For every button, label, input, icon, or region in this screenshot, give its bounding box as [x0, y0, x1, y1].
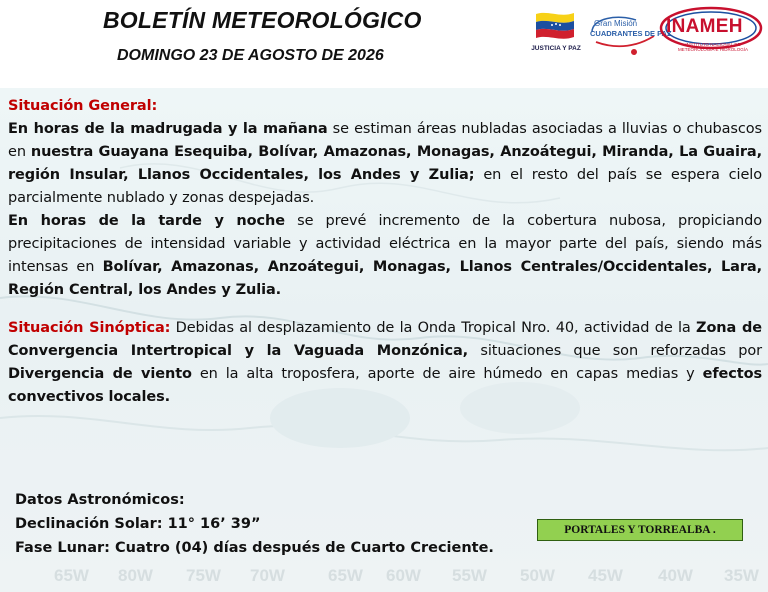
text-bold: Zona de Convergencia Intertropical y la Vaguada Monzónica,: [8, 320, 762, 359]
cuadrantes-de-paz-logo: [588, 12, 672, 62]
text-bold: efectos convectivos locales.: [8, 366, 762, 405]
justicia-paz-logo: [530, 8, 580, 60]
header: [0, 0, 768, 88]
lon-label: 45W: [588, 566, 623, 585]
astronomical-data: [15, 488, 494, 560]
authors-signature-box: PORTALES Y TORREALBA .: [537, 519, 743, 541]
bulletin-body: [8, 95, 762, 409]
mision-line1: Gran Misión: [594, 19, 638, 28]
lon-label: 55W: [452, 566, 487, 585]
inameh-brand: INAMEH: [666, 16, 743, 37]
text: se estiman áreas nubladas asociadas a lluvias o chubascos en: [8, 121, 762, 160]
moon-phase: Fase Lunar: Cuatro (04) días después de Cuarto Creciente.: [15, 540, 494, 556]
text-bold: nuestra Guayana Esequiba, Bolívar, Amazonas, Monagas, Anzoátegui, Miranda, La Guaira, región Insular, Llanos Occidentales, los Andes y Zulia;: [8, 144, 762, 183]
lon-label: 50W: [520, 566, 555, 585]
inameh-logo: [658, 6, 764, 54]
lon-label: 80W: [118, 566, 153, 585]
text-bold: Bolívar, Amazonas, Anzoátegui, Monagas, Llanos Centrales/Occidentales, Lara, Región Central, los Andes y Zulia.: [8, 259, 762, 298]
text: Debidas al desplazamiento de la Onda Tropical Nro. 40, actividad de la: [170, 320, 697, 336]
synoptic-heading: Situación Sinóptica:: [8, 320, 171, 336]
general-paragraph-1: [8, 118, 762, 210]
general-heading: Situación General:: [8, 98, 158, 114]
lon-label: 40W: [658, 566, 693, 585]
text: situaciones que son reforzadas por: [468, 343, 762, 359]
flag-caption: JUSTICIA Y PAZ: [531, 45, 581, 52]
lon-label: 70W: [250, 566, 285, 585]
lon-label: 65W: [328, 566, 363, 585]
page-title: BOLETÍN METEOROLÓGICO: [103, 7, 422, 33]
general-paragraph-2: [8, 210, 762, 302]
lon-label: 60W: [386, 566, 421, 585]
text: en la alta troposfera, aporte de aire húmedo en capas medias y: [191, 366, 703, 382]
text-bold: Divergencia de viento: [8, 366, 192, 382]
text-bold: En horas de la tarde y noche: [8, 213, 285, 229]
lon-label: 35W: [724, 566, 759, 585]
text: en el resto del país se espera cielo parcialmente nublado y zonas despejadas.: [8, 167, 762, 206]
text-bold: En horas de la madrugada y la mañana: [8, 121, 328, 137]
inameh-subtitle: INSTITUTO NACIONAL DE METEOROLOGÍA E HIDROLOGÍA: [677, 42, 748, 52]
text: se prevé incremento de la cobertura nubosa, propiciando precipitaciones de intensidad variable y actividad eléctrica en la mayor parte del país, siendo más intensas en: [8, 213, 762, 275]
synoptic-paragraph: [8, 317, 762, 409]
lon-label: 65W: [54, 566, 89, 585]
flag-icon: [530, 8, 580, 44]
astro-heading: Datos Astronómicos:: [15, 492, 185, 508]
mision-line2: CUADRANTES DE PAZ: [590, 29, 672, 38]
longitude-axis: [0, 566, 768, 586]
lon-label: 75W: [186, 566, 221, 585]
solar-declination: Declinación Solar: 11° 16’ 39”: [15, 516, 261, 532]
bulletin-date: DOMINGO 23 DE AGOSTO DE 2026: [117, 47, 384, 64]
